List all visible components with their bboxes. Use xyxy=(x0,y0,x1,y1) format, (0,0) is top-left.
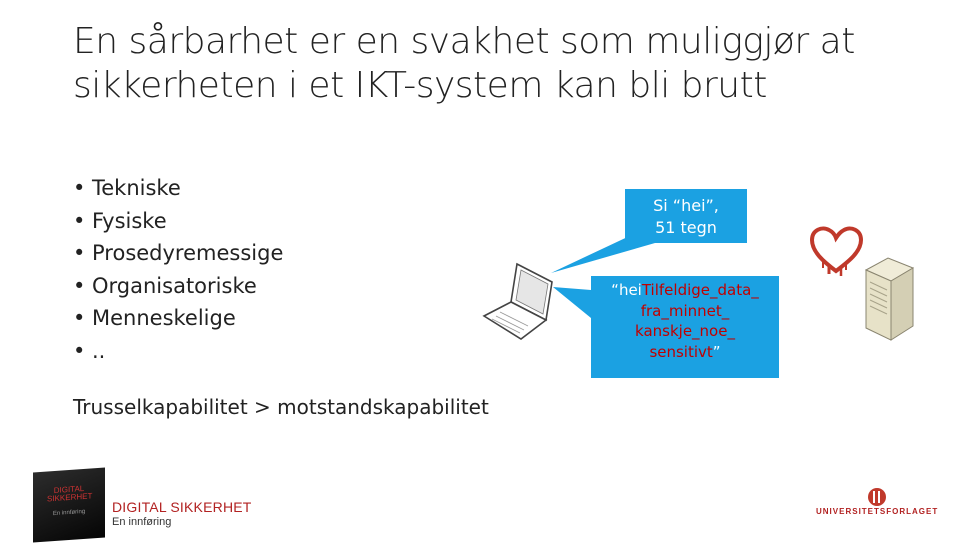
list-item: • Tekniske xyxy=(73,172,283,205)
footer-brand-subtitle: En innføring xyxy=(112,516,172,528)
heartbleed-icon xyxy=(812,228,861,276)
list-item: • Prosedyremessige xyxy=(73,237,283,270)
footer-brand xyxy=(112,499,252,529)
response-leak-line-3: kanskje_noe_ xyxy=(635,322,735,340)
request-bubble xyxy=(625,189,747,243)
book-cover-image xyxy=(33,467,105,542)
response-bubble-tail xyxy=(553,287,591,318)
response-bubble xyxy=(591,276,779,378)
book-cover-title: DIGITAL SIKKERHET xyxy=(47,483,93,504)
threat-capability-statement: Trusselkapabilitet > motstandskapabilitet xyxy=(73,395,489,419)
slide-title-line-2: sikkerheten i et IKT-system kan bli brutt xyxy=(73,65,767,106)
publisher-logo xyxy=(816,487,938,516)
request-bubble-line-2: 51 tegn xyxy=(655,218,717,237)
request-bubble-line-1: Si “hei”, xyxy=(653,196,719,215)
response-leak-line-2: fra_minnet_ xyxy=(640,301,730,320)
server-icon xyxy=(866,258,913,340)
list-item: • Organisatoriske xyxy=(73,270,283,303)
publisher-wordmark: UNIVERSITETSFORLAGET xyxy=(816,507,939,516)
list-item: • Menneskelige xyxy=(73,302,283,335)
response-leak-line-4: sensitivt xyxy=(649,342,713,361)
response-close-quote: ” xyxy=(712,342,721,361)
list-item: • Fysiske xyxy=(73,205,283,238)
footer-brand-name: DIGITAL SIKKERHET xyxy=(112,499,252,515)
list-item: • .. xyxy=(73,335,283,368)
publisher-emblem-icon xyxy=(867,487,887,507)
slide-title-line-1: En sårbarhet er en svakhet som muliggjør at xyxy=(73,21,855,62)
response-leak-line-1: Tilfeldige_data_ xyxy=(641,281,759,299)
laptop-icon xyxy=(484,264,552,339)
book-cover-subtitle: En innføring xyxy=(52,508,86,518)
response-open-quote: “hei xyxy=(611,281,642,299)
